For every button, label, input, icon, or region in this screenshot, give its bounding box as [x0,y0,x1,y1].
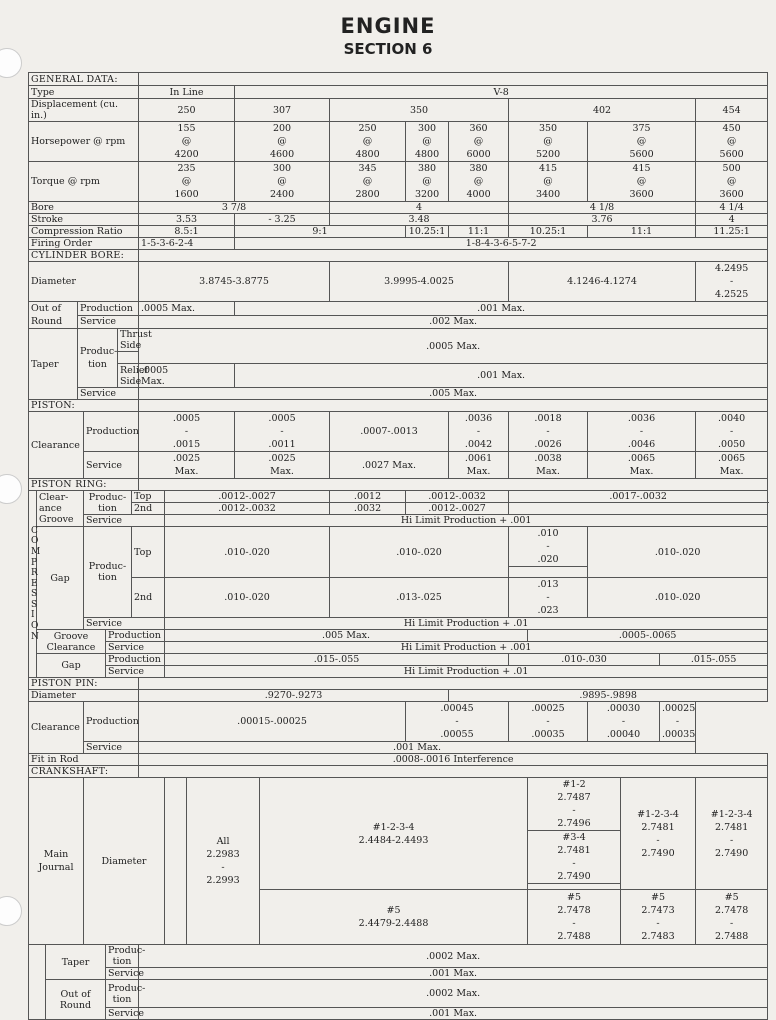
piston-serv-7: .0065 Max. [696,452,768,479]
section-piston-ring: PISTON RING: [29,479,139,491]
groove-service-label: Service [84,515,165,527]
oil-groove-production-label: Production [106,630,165,642]
disp-250: 250 [139,99,235,122]
bore-1: 3 7/8 [139,202,330,214]
stroke-5: 4 [696,214,768,226]
taper-service-value: .005 Max. [139,388,768,400]
crank-all: All 2.2983 - 2.2993 [187,778,260,945]
pin-diameter-1: .9270-.9273 [139,690,449,702]
hp-8: 450 @ 5600 [696,122,768,162]
row-label-compression: Compression Ratio [29,226,139,238]
crank-taper-service-value: .001 Max. [139,968,768,980]
disp-402: 402 [509,99,696,122]
crank-402-12: #1-2 2.7487 - 2.7496 [528,778,621,831]
groove-2nd-1: .0012-.0032 [165,503,330,515]
row-label-bore-diameter: Diameter [29,262,139,302]
crank-taper-production-label: Produc- tion [106,945,139,968]
gap-service-value: Hi Limit Production + .01 [165,618,768,630]
cr-3: 10.25:1 [406,226,449,238]
firing-order-inline: 1-5-3-6-2-4 [139,238,235,250]
piston-service-label: Service [84,452,139,479]
section-crankshaft: CRANKSHAFT: [29,766,139,778]
blank [139,678,768,690]
pin-fit-value: .0008-.0016 Interference [139,754,768,766]
pin-clear-4: .00030 - .00040 [588,702,660,742]
binder-hole-middle [0,474,22,504]
crank-oor-label: Out of Round [46,980,106,1020]
pin-production-label: Production [84,702,139,742]
crank-402-34: #3-4 2.7481 - 2.7490 [528,831,621,884]
crank-375-1234: #1-2-3-4 2.7481 - 2.7490 [621,778,696,890]
pin-clear-3: .00025 - .00035 [509,702,588,742]
bore-diameter-1: 3.8745-3.8775 [139,262,330,302]
piston-prod-7: .0040 - .0050 [696,412,768,452]
stroke-4: 3.76 [509,214,696,226]
gap-service-label: Service [84,618,165,630]
crank-350-5: #5 2.4479-2.4488 [260,890,528,945]
oil-gap-service-value: Hi Limit Production + .01 [165,666,768,678]
disp-350: 350 [330,99,509,122]
row-label-displacement: Displacement (cu. in.) [29,99,139,122]
row-label-piston-clearance: Clearance [29,412,84,479]
bore-diameter-3: 4.1246-4.1274 [509,262,696,302]
tq-8: 500 @ 3600 [696,162,768,202]
gap-2nd-4: .010-.020 [588,578,768,618]
firing-order-v8: 1-8-4-3-6-5-7-2 [235,238,768,250]
binder-hole-bottom [0,896,22,926]
piston-serv-1: .0025 Max. [139,452,235,479]
bore-2: 4 [330,202,509,214]
piston-prod-3: .0007-.0013 [330,412,449,452]
cr-7: 11.25:1 [696,226,768,238]
taper-relief-1: .0005 Max. [139,364,235,388]
stroke-3: 3.48 [330,214,509,226]
crank-350-1234: #1-2-3-4 2.4484-2.4493 [260,778,528,890]
row-label-taper: Taper [29,329,78,400]
groove-clearance-label: Clear- ance Groove [37,491,84,527]
engine-spec-table [28,72,768,1020]
blank [139,400,768,412]
groove-2nd-2: .0032 [330,503,406,515]
blank [139,766,768,778]
groove-top-1: .0012-.0027 [165,491,330,503]
oil-gap-production-label: Production [106,654,165,666]
section-title: SECTION 6 [343,40,433,58]
oil-gap-service-label: Service [106,666,165,678]
groove-top-4: .0017-.0032 [509,491,768,503]
gap-top-label: Top [132,527,165,578]
crank-oor-production-value: .0002 Max. [139,980,768,1008]
oil-gap-label: Gap [37,654,106,678]
stroke-1: 3.53 [139,214,235,226]
gap-label: Gap [37,527,84,630]
row-label-stroke: Stroke [29,214,139,226]
section-cylinder-bore: CYLINDER BORE: [29,250,139,262]
tq-5: 380 @ 4000 [449,162,509,202]
tq-6: 415 @ 3400 [509,162,588,202]
pin-clear-2: .00045 - .00055 [406,702,509,742]
cr-2: 9:1 [235,226,406,238]
bore-4: 4 1/4 [696,202,768,214]
pin-clear-1: .00015-.00025 [139,702,406,742]
bore-diameter-2: 3.9995-4.0025 [330,262,509,302]
row-label-horsepower: Horsepower @ rpm [29,122,139,162]
piston-prod-2: .0005 - .0011 [235,412,330,452]
hp-3: 250 @ 4800 [330,122,406,162]
blank [29,945,46,1020]
cr-6: 11:1 [588,226,696,238]
blank [165,778,187,945]
piston-prod-4: .0036 - .0042 [449,412,509,452]
piston-serv-3: .0027 Max. [330,452,449,479]
type-inline: In Line [139,86,235,99]
groove-production-label: Produc- tion [84,491,132,515]
groove-top-3: .0012-.0032 [406,491,509,503]
groove-2nd-label: 2nd [132,503,165,515]
piston-production-label: Production [84,412,139,452]
main-journal-label: Main Journal [29,778,84,945]
tq-4: 380 @ 3200 [406,162,449,202]
hp-2: 200 @ 4600 [235,122,330,162]
hp-1: 155 @ 4200 [139,122,235,162]
taper-service-label: Service [78,388,139,400]
pin-service-value: .001 Max. [139,742,696,754]
oil-groove-prod-2: .0005-.0065 [528,630,768,642]
oil-groove-service-label: Service [106,642,165,654]
tq-3: 345 @ 2800 [330,162,406,202]
bore-diameter-4: 4.2495 - 4.2525 [696,262,768,302]
crank-454-1234: #1-2-3-4 2.7481 - 2.7490 [696,778,768,890]
groove-top-label: Top [132,491,165,503]
gap-2nd-label: 2nd [132,578,165,618]
row-label-fit-in-rod: Fit in Rod [29,754,139,766]
pin-service-label: Service [84,742,139,754]
hp-5: 360 @ 6000 [449,122,509,162]
hp-6: 350 @ 5200 [509,122,588,162]
tq-7: 415 @ 3600 [588,162,696,202]
oor-production-1: .0005 Max. [139,302,235,316]
gap-top-3: .010 - .020 [509,527,588,567]
oil-gap-prod-1: .015-.055 [165,654,509,666]
oor-production-label: Production [78,302,139,316]
row-label-torque: Torque @ rpm [29,162,139,202]
row-label-pin-clearance: Clearance [29,702,84,754]
row-label-out-of-round: Out of Round [29,302,78,329]
taper-production-label: Produc- tion [78,329,118,388]
cr-5: 10.25:1 [509,226,588,238]
piston-serv-4: .0061 Max. [449,452,509,479]
crank-taper-production-value: .0002 Max. [139,945,768,968]
oor-service-value: .002 Max. [139,315,768,329]
tq-1: 235 @ 1600 [139,162,235,202]
piston-prod-5: .0018 - .0026 [509,412,588,452]
pin-diameter-2: .9895-.9898 [449,690,768,702]
gap-top-1: .010-.020 [165,527,330,578]
hp-7: 375 @ 5600 [588,122,696,162]
groove-2nd-3: .0012-.0027 [406,503,509,515]
pin-clear-5: .00025 - .00035 [660,702,696,742]
piston-serv-2: .0025 Max. [235,452,330,479]
disp-454: 454 [696,99,768,122]
blank [509,567,588,578]
crank-375-5: #5 2.7473 - 2.7483 [621,890,696,945]
row-label-type: Type [29,86,139,99]
section-piston: PISTON: [29,400,139,412]
taper-thrust-value: .0005 Max. [139,329,768,364]
crank-diameter-label: Diameter [84,778,165,945]
groove-top-2: .0012 [330,491,406,503]
cr-1: 8.5:1 [139,226,235,238]
gap-top-2: .010-.020 [330,527,509,578]
piston-serv-5: .0038 Max. [509,452,588,479]
groove-service-value: Hi Limit Production + .001 [165,515,768,527]
oil-gap-prod-2: .010-.030 [509,654,660,666]
crank-oor-production-label: Produc- tion [106,980,139,1008]
page-title: ENGINE [340,14,436,38]
gap-production-label: Produc- tion [84,527,132,618]
piston-serv-6: .0065 Max. [588,452,696,479]
blank [118,352,139,364]
crank-oor-service-value: .001 Max. [139,1008,768,1020]
hp-4: 300 @ 4800 [406,122,449,162]
gap-2nd-2: .013-.025 [330,578,509,618]
oor-service-label: Service [78,315,139,329]
row-label-firing-order: Firing Order [29,238,139,250]
piston-prod-6: .0036 - .0046 [588,412,696,452]
piston-prod-1: .0005 - .0015 [139,412,235,452]
blank [509,503,768,515]
bore-3: 4 1/8 [509,202,696,214]
blank [139,73,768,86]
taper-relief-label: Relief Side [118,364,139,388]
gap-top-4: .010-.020 [588,527,768,578]
blank [139,479,768,491]
oor-production-2: .001 Max. [235,302,768,316]
crank-oor-service-label: Service [106,1008,139,1020]
compression-label: C O M P R E S S I O N [29,491,37,678]
taper-thrust-label: Thrust Side [118,329,139,352]
row-label-bore: Bore [29,202,139,214]
crank-402-5: #5 2.7478 - 2.7488 [528,890,621,945]
cr-4: 11:1 [449,226,509,238]
taper-relief-2: .001 Max. [235,364,768,388]
crank-taper-label: Taper [46,945,106,980]
oil-groove-prod-1: .005 Max. [165,630,528,642]
blank [139,250,768,262]
stroke-2: - 3.25 [235,214,330,226]
oil-gap-prod-3: .015-.055 [660,654,768,666]
disp-307: 307 [235,99,330,122]
crank-taper-service-label: Service [106,968,139,980]
gap-2nd-3: .013 - .023 [509,578,588,618]
tq-2: 300 @ 2400 [235,162,330,202]
crank-454-5: #5 2.7478 - 2.7488 [696,890,768,945]
section-general-data: GENERAL DATA: [29,73,139,86]
section-piston-pin: PISTON PIN: [29,678,139,690]
oil-groove-service-value: Hi Limit Production + .001 [165,642,768,654]
oil-groove-clearance-label: Groove Clearance [37,630,106,654]
type-v8: V-8 [235,86,768,99]
row-label-pin-diameter: Diameter [29,690,139,702]
gap-2nd-1: .010-.020 [165,578,330,618]
